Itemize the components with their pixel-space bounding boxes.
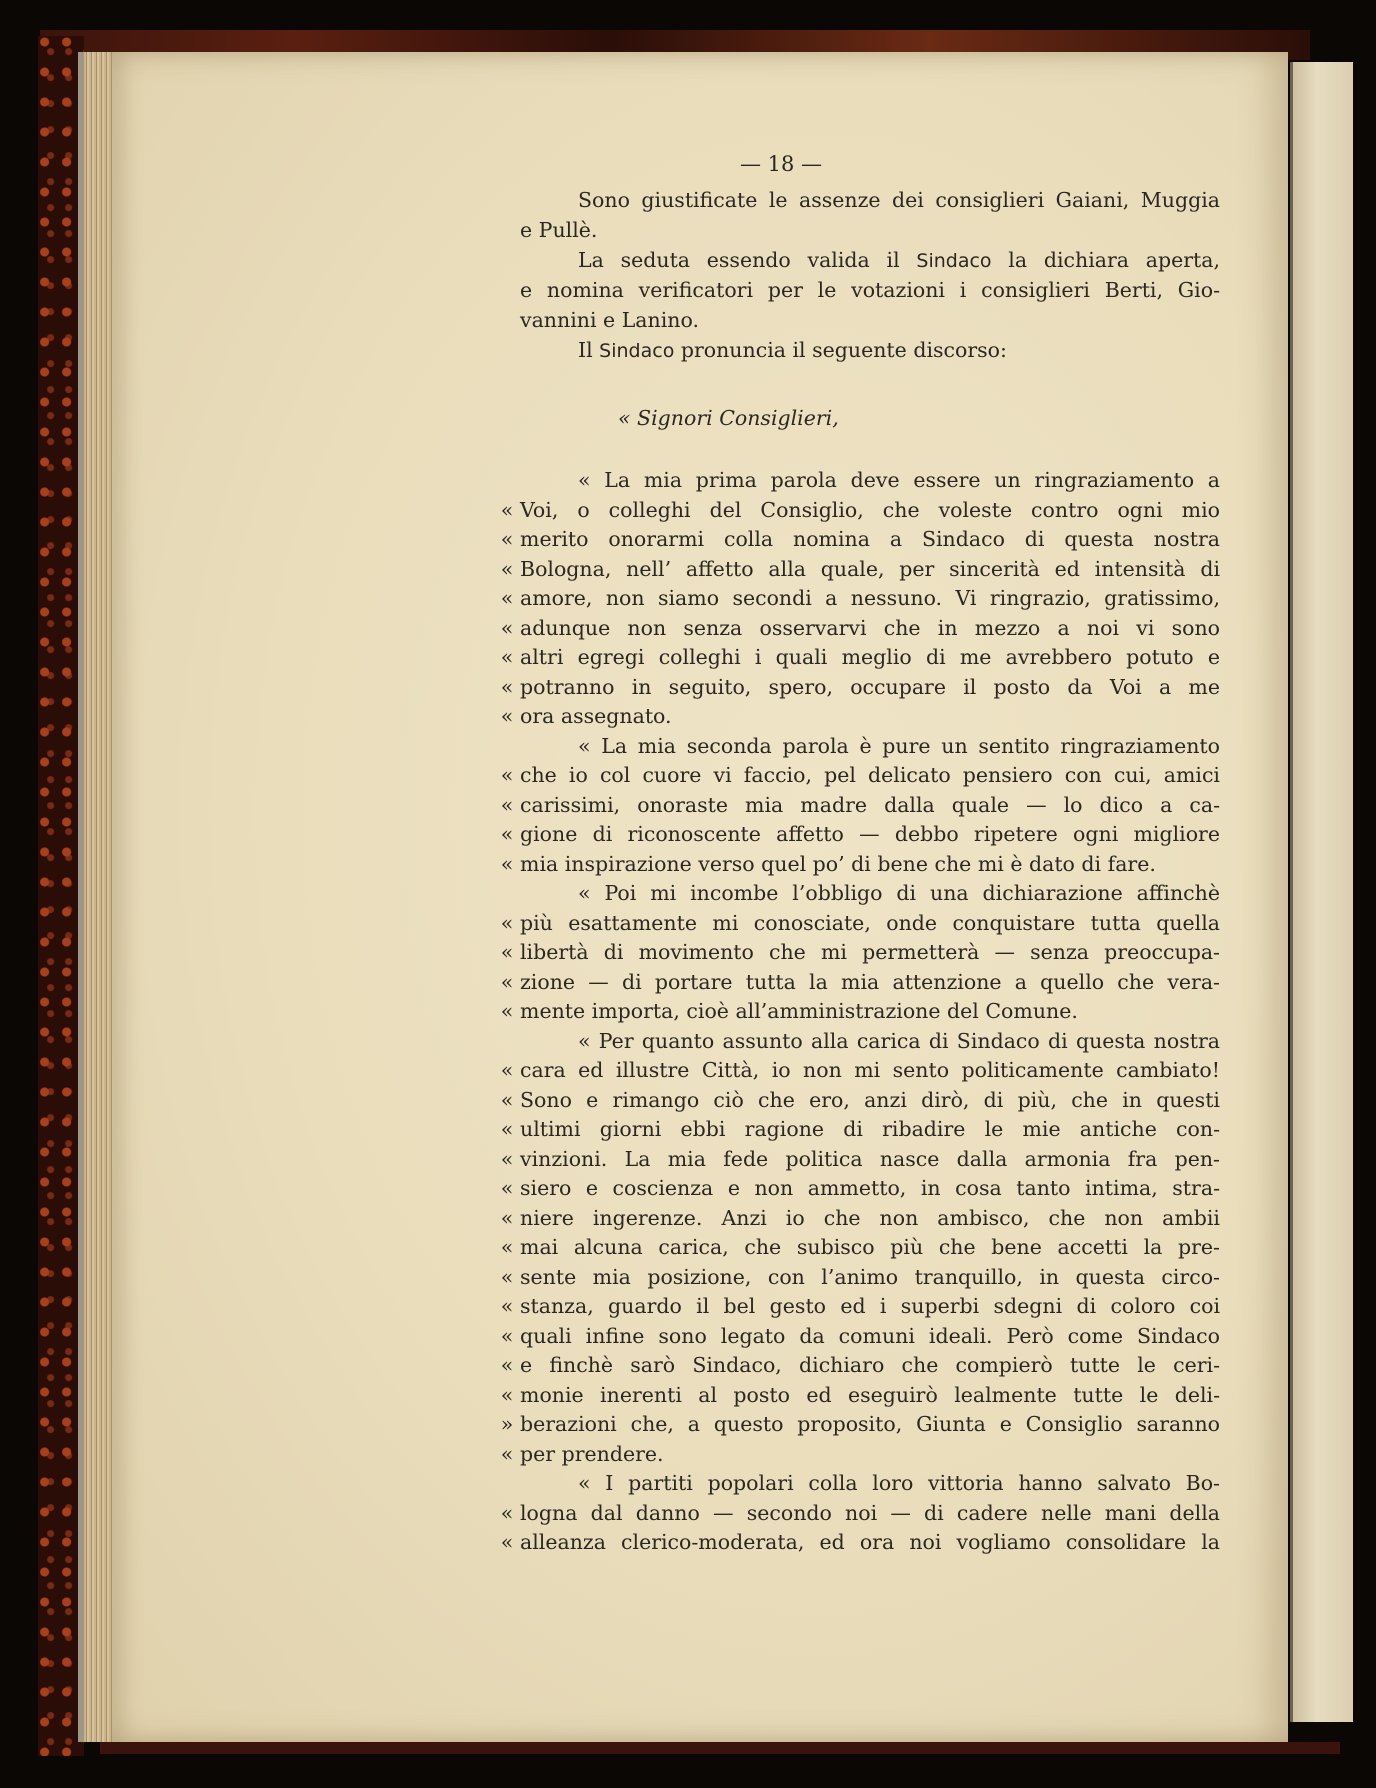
quote-mark: « [500, 940, 514, 964]
quote-mark: « [500, 1441, 514, 1466]
quote-mark: « [500, 1500, 514, 1525]
quote-mark: « [500, 1382, 514, 1407]
speech-line: adunque non senza osservarvi che in mezzo a noi vi sono [520, 615, 1220, 640]
speech-line: gione di riconoscente affetto — debbo ripetere ogni migliore [520, 822, 1220, 846]
quote-mark: « [500, 1176, 514, 1200]
quote-mark: « [500, 1117, 514, 1141]
speech-line: libertà di movimento che mi permetterà — senza preoccupa- [520, 940, 1220, 964]
text-line: e Pullè. [520, 218, 598, 242]
quote-mark: « [500, 556, 514, 581]
speech-line: « Per quanto assunto alla carica di Sindaco di questa nostra [578, 1028, 1220, 1053]
speech-line: e finchè sarò Sindaco, dichiaro che compierò tutte le ceri- [520, 1353, 1220, 1377]
speech-line: Sono e rimango ciò che ero, anzi dirò, di più, che in questi [520, 1087, 1220, 1112]
text-line: Sono giustificate le assenze dei consiglieri Gaiani, Muggia [578, 188, 1220, 212]
speech-line: vinzioni. La mia fede politica nasce dalla armonia fra pen- [520, 1146, 1220, 1171]
quote-mark: « [500, 674, 514, 699]
book-cover-bottom-edge [100, 1742, 1340, 1754]
speech-line: mia inspirazione verso quel po’ di bene che mi è dato di fare. [520, 851, 1156, 876]
speech-line: che io col cuore vi faccio, pel delicato pensiero con cui, amici [520, 763, 1220, 787]
speech-line: quali infine sono legato da comuni ideali. Però come Sindaco [520, 1323, 1220, 1348]
quote-mark: « [500, 792, 514, 817]
quote-mark: « [500, 704, 514, 728]
quote-mark: « [500, 969, 514, 994]
quote-mark: « [500, 1264, 514, 1289]
speech-line: siero e coscienza e non ammetto, in cosa tanto intima, stra- [520, 1176, 1220, 1200]
quote-mark: « [500, 645, 514, 669]
speech-line: niere ingerenze. Anzi io che non ambisco, che non ambii [520, 1205, 1220, 1230]
speech-line: zione — di portare tutta la mia attenzione a quello che vera- [520, 969, 1220, 994]
quote-mark: « [500, 763, 514, 787]
quote-mark: « [500, 1146, 514, 1171]
quote-mark: « [500, 527, 514, 551]
speech-line: « Poi mi incombe l’obbligo di una dichiarazione affinchè [578, 881, 1220, 905]
quote-mark: « [500, 1353, 514, 1377]
speech-line: amore, non siamo secondi a nessuno. Vi ringrazio, gratissimo, [520, 586, 1220, 610]
quote-mark: « [500, 822, 514, 846]
speech-line: logna dal danno — secondo noi — di cadere nelle mani della [520, 1500, 1220, 1525]
quote-mark: « [500, 1530, 514, 1554]
speech-line: mai alcuna carica, che subisco più che bene accetti la pre- [520, 1235, 1220, 1259]
facing-page-edge [1290, 62, 1353, 1722]
quote-mark: « [500, 910, 514, 935]
quote-mark: « [500, 615, 514, 640]
speech-line: altri egregi colleghi i quali meglio di me avrebbero potuto e [520, 645, 1220, 669]
quote-mark: « [500, 1235, 514, 1259]
quote-mark: « [500, 1323, 514, 1348]
page-number: — 18 — [739, 152, 823, 176]
speech-line: ora assegnato. [520, 704, 672, 728]
quote-mark: « [500, 999, 514, 1023]
speech-line: stanza, guardo il bel gesto ed i superbi sdegni di coloro coi [520, 1294, 1220, 1318]
speech-line: Bologna, nell’ affetto alla quale, per sincerità ed intensità di [520, 556, 1220, 581]
speech-line: sente mia posizione, con l’animo tranquillo, in questa circo- [520, 1264, 1220, 1289]
speech-line: merito onorarmi colla nomina a Sindaco di questa nostra [520, 527, 1220, 551]
speech-line: berazioni che, a questo proposito, Giunta e Consiglio saranno [520, 1412, 1220, 1436]
quote-mark: « [500, 851, 514, 876]
speech-line: mente importa, cioè all’amministrazione del Comune. [520, 999, 1078, 1023]
speech-line: Voi, o colleghi del Consiglio, che voleste contro ogni mio [520, 497, 1220, 522]
quote-mark: « [500, 1205, 514, 1230]
speech-line: per prendere. [520, 1441, 664, 1466]
speech-line: alleanza clerico-moderata, ed ora noi vogliamo consolidare la [520, 1530, 1220, 1554]
text-line: Il Sindaco pronuncia il seguente discorso: [578, 338, 1007, 362]
speech-line: cara ed illustre Città, io non mi sento politicamente cambiato! [520, 1058, 1220, 1082]
speech-line: monie inerenti al posto ed eseguirò lealmente tutte le deli- [520, 1382, 1220, 1407]
speech-line: « La mia prima parola deve essere un ringraziamento a [578, 468, 1220, 492]
text-line: e nomina verificatori per le votazioni i consiglieri Berti, Gio- [520, 278, 1220, 302]
quote-mark: « [500, 1294, 514, 1318]
quote-mark: » [500, 1412, 514, 1436]
quote-mark: « [500, 1058, 514, 1082]
quote-mark: « [500, 586, 514, 610]
speech-line: ultimi giorni ebbi ragione di ribadire le mie antiche con- [520, 1117, 1220, 1141]
quote-mark: « [500, 1087, 514, 1112]
quote-mark: « [500, 497, 514, 522]
speech-line: potranno in seguito, spero, occupare il posto da Voi a me [520, 674, 1220, 699]
speech-line: « I partiti popolari colla loro vittoria hanno salvato Bo- [578, 1471, 1220, 1495]
speech-line: più esattamente mi conosciate, onde conquistare tutta quella [520, 910, 1220, 935]
text-line: La seduta essendo valida il Sindaco la dichiara aperta, [578, 248, 1220, 272]
text-line: vannini e Lanino. [520, 308, 699, 332]
speech-line: « La mia seconda parola è pure un sentito ringraziamento [578, 733, 1220, 758]
speech-line: carissimi, onoraste mia madre dalla quale — lo dico a ca- [520, 792, 1220, 817]
speech-greeting: « Signori Consiglieri, [618, 406, 839, 430]
